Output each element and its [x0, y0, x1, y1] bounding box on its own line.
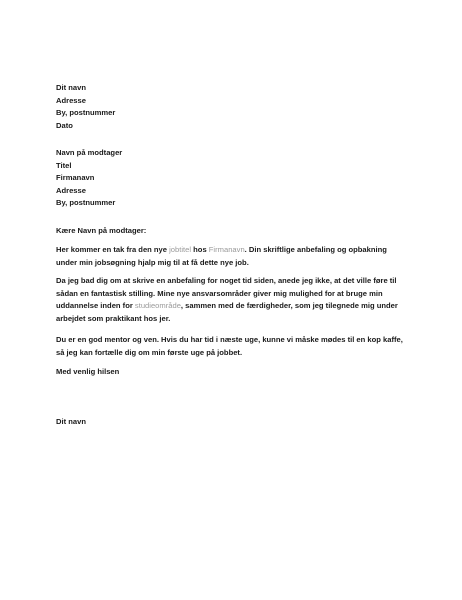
sender-city-postal: By, postnummer [56, 108, 116, 118]
salutation [56, 225, 422, 238]
sender-name: Dit navn [56, 83, 86, 92]
recipient-address: Adresse [56, 185, 86, 195]
paragraph-line: Du er en god mentor og ven. Hvis du har tid i næste uge, kunne vi måske mødes til en kop kaffe, [56, 335, 403, 344]
text-run: . Din skriftlige anbefaling og opbakning [244, 245, 387, 254]
signature [56, 416, 422, 429]
text-run: Her kommer en tak fra den nye [56, 245, 170, 254]
paragraph-line [56, 244, 422, 257]
paragraph-line [56, 300, 422, 313]
paragraph-line: Da jeg bad dig om at skrive en anbefaling for noget tid siden, anede jeg ikke, at det ville føre til [56, 276, 397, 285]
recipient-city-postal: By, postnummer [56, 198, 116, 208]
paragraph-line: sådan en fantastisk stilling. Mine nye ansvarsområder giver mig mulighed for at bruge min [56, 288, 383, 298]
signature-name: Dit navn [56, 417, 86, 426]
recipient-title: Titel [56, 160, 72, 170]
closing-text: Med venlig hilsen [56, 367, 120, 376]
letter-date: Dato [56, 120, 73, 130]
recipient-name: Navn på modtager [56, 148, 123, 157]
salutation-text: Kære Navn på modtager: [56, 226, 147, 235]
job-title-placeholder: jobtitel [169, 245, 192, 254]
sender-address: Adresse [56, 95, 86, 105]
closing [56, 366, 422, 379]
text-run: hos [191, 245, 209, 254]
recipient-company: Firmanavn [56, 173, 95, 183]
paragraph-line: så jeg kan fortælle dig om min første uge på jobbet. [56, 347, 243, 357]
recipient-address-block [56, 147, 422, 210]
paragraph-recommendation [56, 275, 422, 325]
paragraph-line: under min jobsøgning hjalp mig til at få dette nye job. [56, 257, 249, 267]
paragraph-meeting [56, 334, 422, 359]
paragraph-line: arbejdet som praktikant hos jer. [56, 313, 171, 323]
text-run: uddannelse inden for [56, 301, 135, 311]
field-of-study-placeholder: studieområde [134, 301, 181, 311]
sender-address-block [56, 82, 422, 132]
text-run: , sammen med de færdigheder, som jeg tilegnede mig under [180, 301, 398, 311]
company-placeholder: Firmanavn [208, 245, 245, 254]
paragraph-thanks [56, 244, 422, 269]
